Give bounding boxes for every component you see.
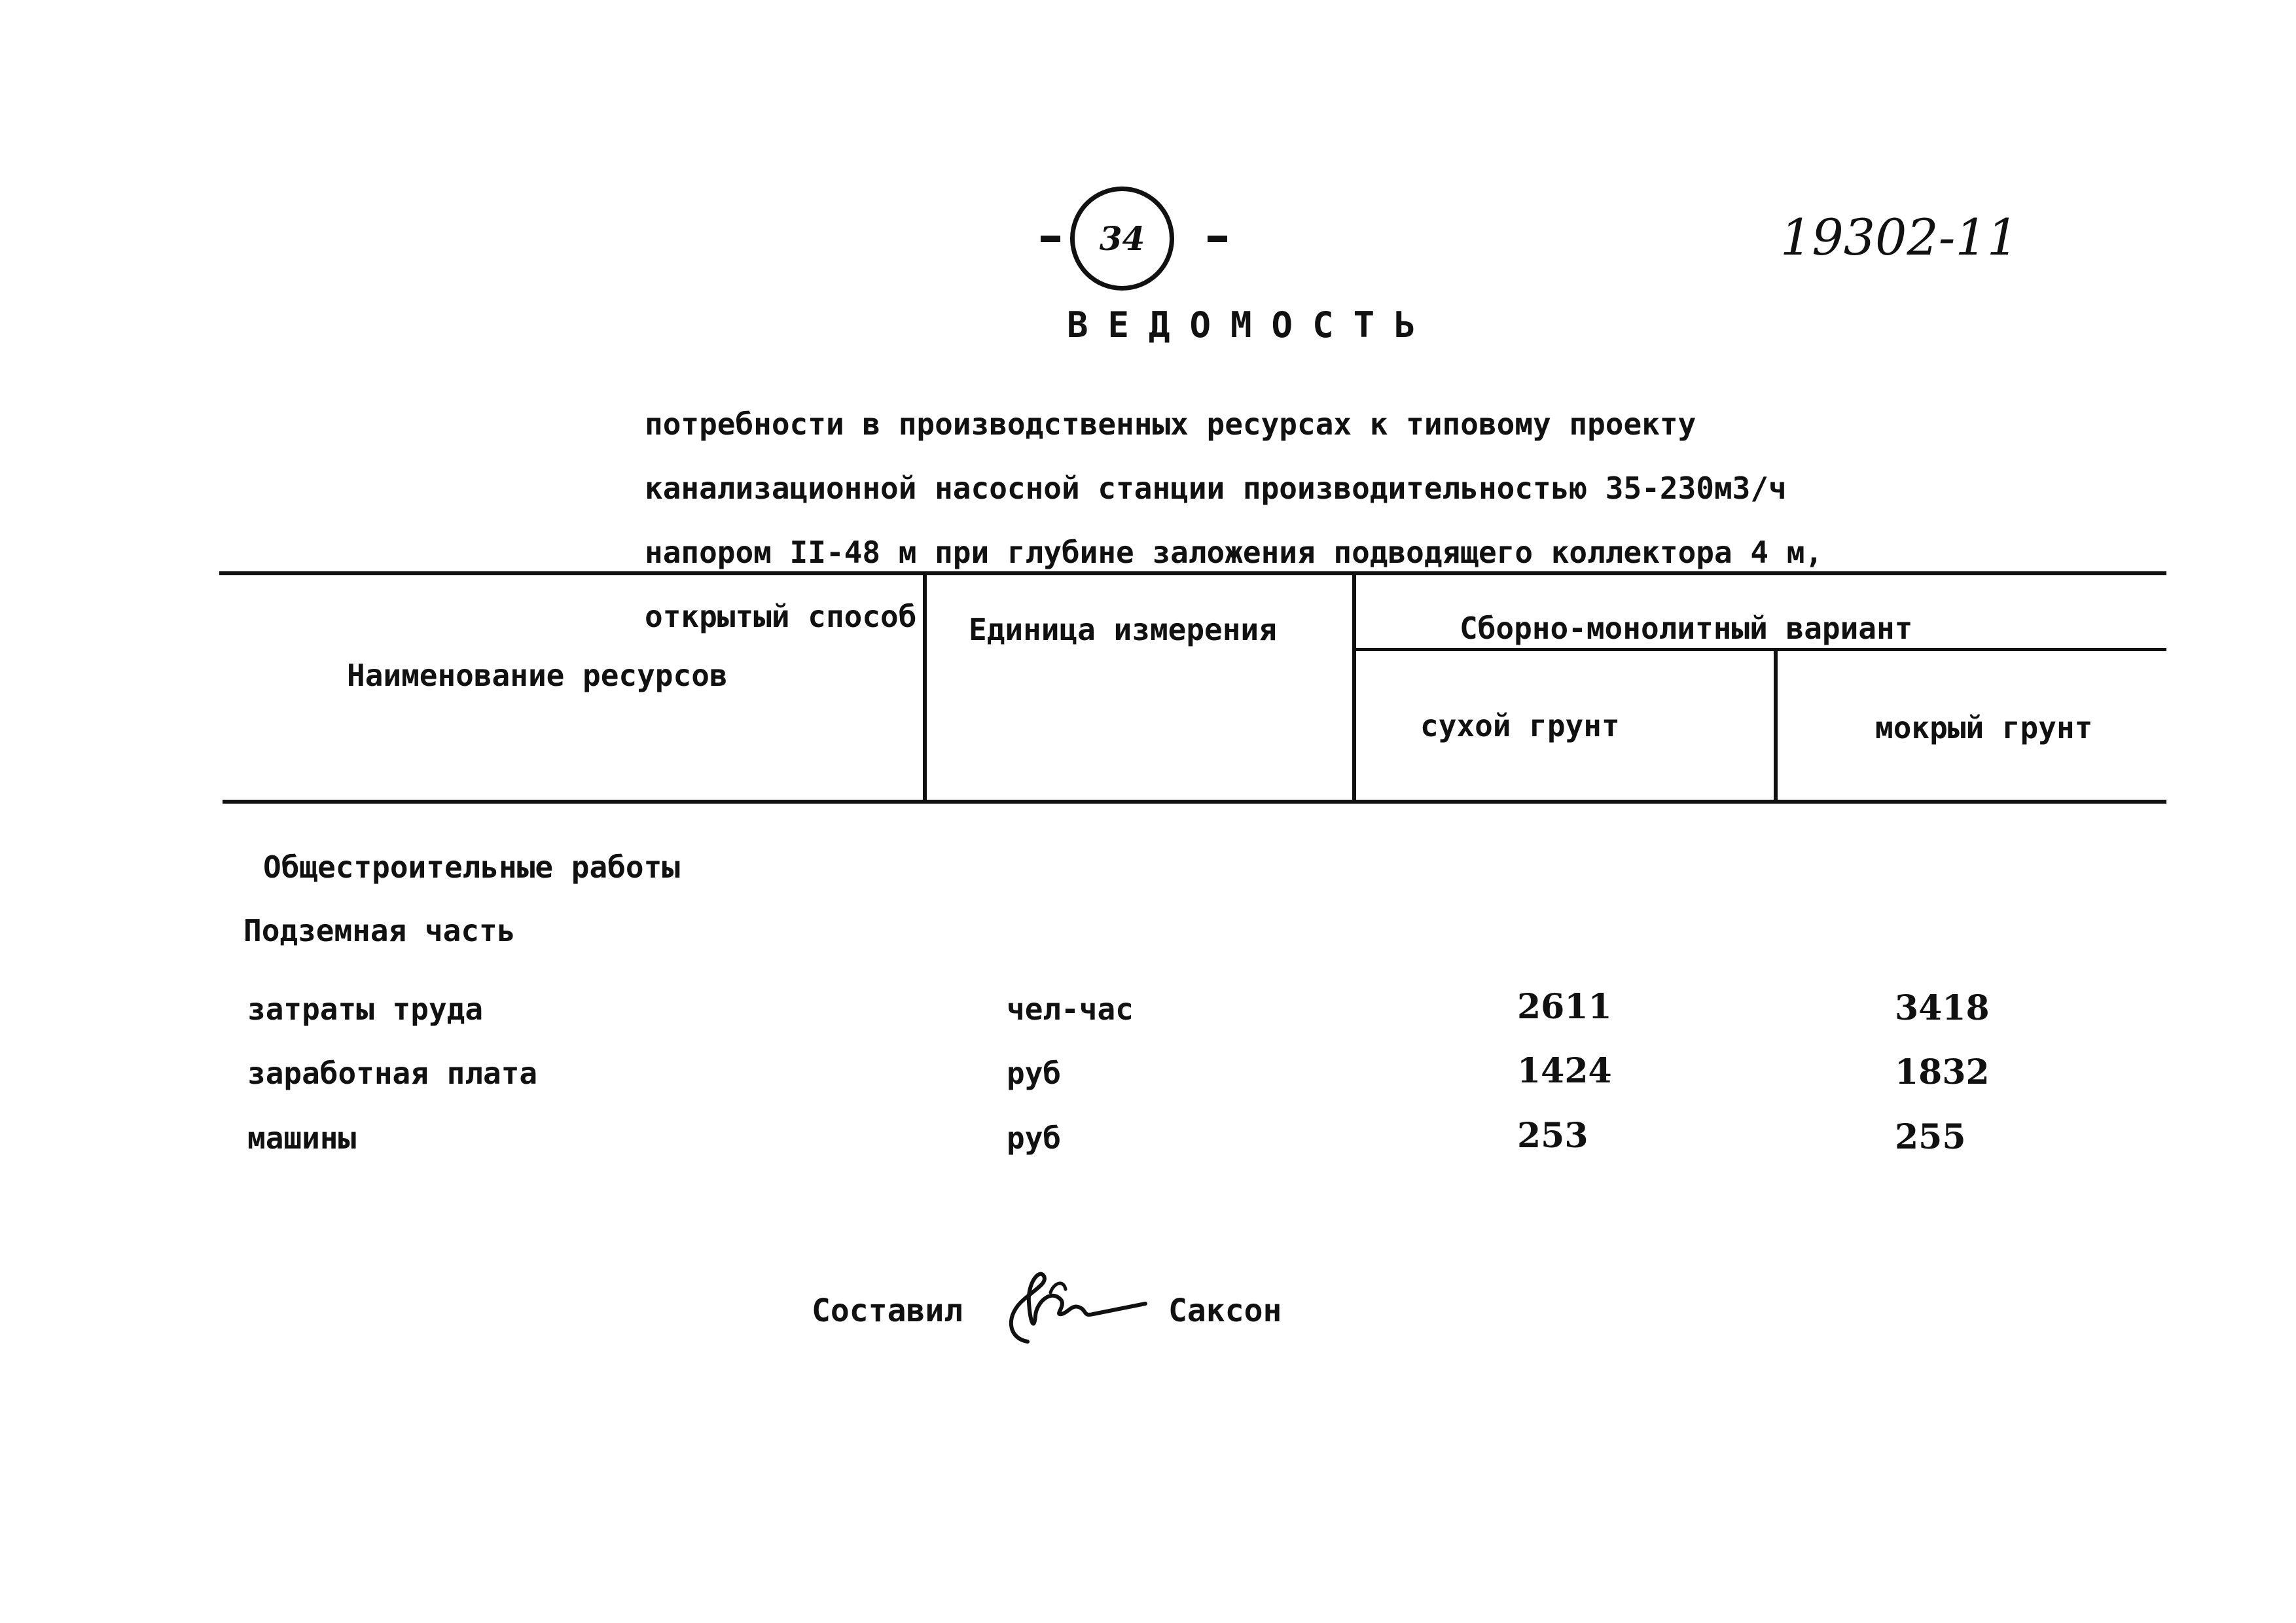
row-name: затраты труда <box>247 991 484 1027</box>
table-header-bottom-border <box>223 800 2166 804</box>
document-title: ВЕДОМОСТЬ <box>1067 304 1435 346</box>
subtitle-line: канализационной насосной станции производительностью 35-230м3/ч <box>645 471 1787 506</box>
compiled-by-label: Составил <box>812 1293 963 1329</box>
dash-right <box>1208 236 1227 242</box>
section-underground-part: Подземная часть <box>243 913 516 948</box>
row-unit: руб <box>1007 1120 1062 1156</box>
dash-left <box>1041 236 1060 242</box>
column-divider-2 <box>1352 573 1356 802</box>
compiled-by-name: Саксон <box>1168 1293 1282 1329</box>
header-variant: Сборно-монолитный вариант <box>1460 611 1913 646</box>
column-divider-1 <box>923 573 927 802</box>
header-resource-name: Наименование ресурсов <box>347 658 728 693</box>
row-wet-value: 255 <box>1895 1117 1966 1157</box>
page-number: 34 <box>1070 187 1174 291</box>
table-top-border <box>219 571 2166 575</box>
signature-icon <box>988 1263 1158 1355</box>
header-dry-ground: сухой грунт <box>1420 708 1620 743</box>
subtitle-line: потребности в производственных ресурсах к типовому проекту <box>645 406 1696 442</box>
page-number-block <box>1021 187 1244 291</box>
row-wet-value: 3418 <box>1895 988 1990 1028</box>
header-unit: Единица измерения <box>969 612 1277 647</box>
row-wet-value: 1832 <box>1895 1052 1990 1092</box>
row-dry-value: 253 <box>1517 1116 1588 1156</box>
row-name: заработная плата <box>247 1056 538 1091</box>
subtitle-line: напором II-48 м при глубине заложения подводящего коллектора 4 м, <box>645 535 1823 570</box>
row-name: машины <box>247 1120 357 1156</box>
subtitle-line: открытый способ <box>645 599 917 634</box>
row-unit: чел-час <box>1007 991 1134 1027</box>
row-unit: руб <box>1007 1056 1062 1091</box>
row-dry-value: 2611 <box>1517 987 1612 1027</box>
variant-divider <box>1354 648 2166 651</box>
column-divider-3 <box>1774 650 1778 802</box>
section-general-works: Общестроительные работы <box>263 849 680 885</box>
row-dry-value: 1424 <box>1517 1051 1612 1091</box>
document-code: 19302-11 <box>1780 208 2019 266</box>
header-wet-ground: мокрый грунт <box>1875 710 2093 745</box>
